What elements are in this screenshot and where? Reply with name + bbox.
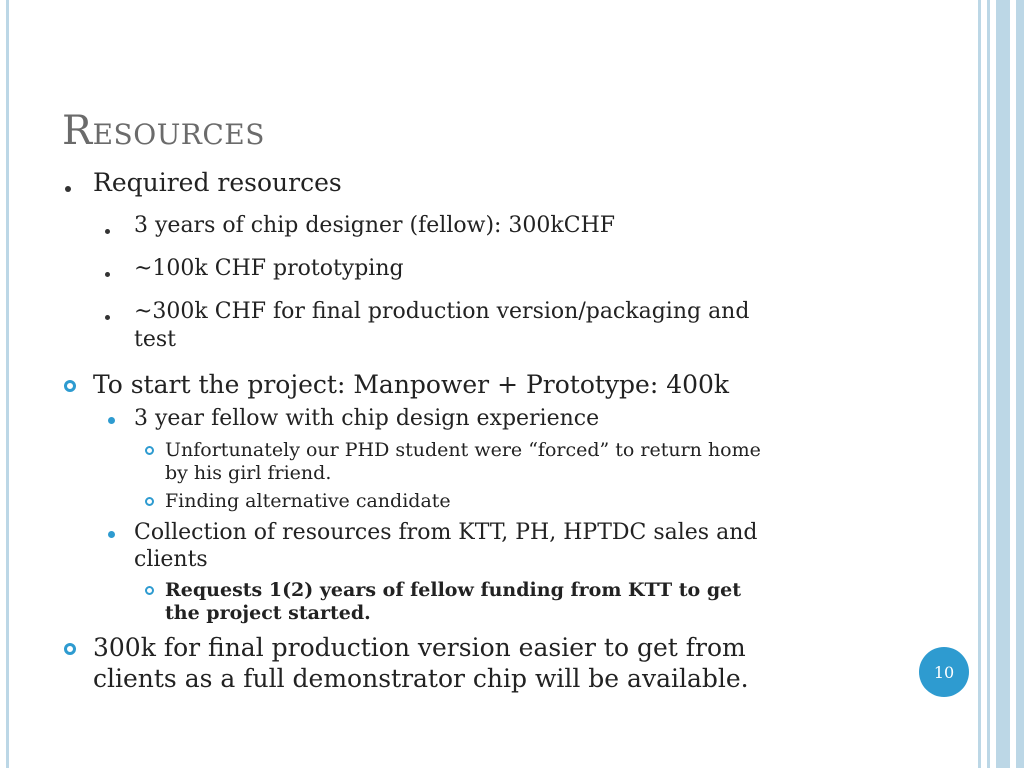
- bullet-dot-icon: [105, 272, 110, 277]
- bullet-final-line2: clients as a full demonstrator chip will be available.: [93, 664, 749, 693]
- ring-bullet-icon: [145, 446, 154, 455]
- slide-title: Resources: [62, 108, 265, 154]
- bullet-phd-line1: Unfortunately our PHD student were “forced” to return home: [165, 439, 761, 461]
- bullet-final-line1: 300k for final production version easier to get from: [93, 633, 746, 662]
- right-border-stripe: [978, 0, 981, 768]
- bullet-dot-icon: [105, 315, 110, 320]
- ring-bullet-icon: [145, 497, 154, 506]
- bullet-collect-line1: Collection of resources from KTT, PH, HPTDC sales and: [134, 520, 758, 545]
- bullet-fellow: 3 year fellow with chip design experience: [134, 406, 600, 431]
- bullet-phd-line2: by his girl friend.: [165, 462, 332, 484]
- bullet-requests-line2: the project started.: [165, 602, 371, 624]
- bullet-req-3-line2: test: [134, 327, 176, 352]
- ring-bullet-icon: [64, 643, 76, 655]
- page-number-badge: 10: [919, 647, 969, 697]
- bullet-dot-icon: [108, 417, 115, 424]
- ring-bullet-icon: [64, 380, 76, 392]
- right-border-stripe: [987, 0, 990, 768]
- bullet-dot-icon: [105, 229, 110, 234]
- right-border-stripe: [996, 0, 1010, 768]
- bullet-req-1: 3 years of chip designer (fellow): 300kCHF: [134, 213, 616, 238]
- bullet-required: Required resources: [93, 168, 342, 197]
- bullet-requests-line1: Requests 1(2) years of fellow funding from KTT to get: [165, 579, 741, 601]
- bullet-req-3-line1: ~300k CHF for final production version/packaging and: [134, 299, 750, 324]
- bullet-start: To start the project: Manpower + Prototype: 400k: [93, 370, 730, 399]
- bullet-dot-icon: [65, 186, 71, 192]
- ring-bullet-icon: [145, 586, 154, 595]
- bullet-dot-icon: [108, 531, 115, 538]
- left-border-stripe: [6, 0, 9, 768]
- bullet-collect-line2: clients: [134, 547, 208, 572]
- bullet-alt: Finding alternative candidate: [165, 490, 451, 512]
- right-border-stripe: [1016, 0, 1024, 768]
- bullet-req-2: ~100k CHF prototyping: [134, 256, 404, 281]
